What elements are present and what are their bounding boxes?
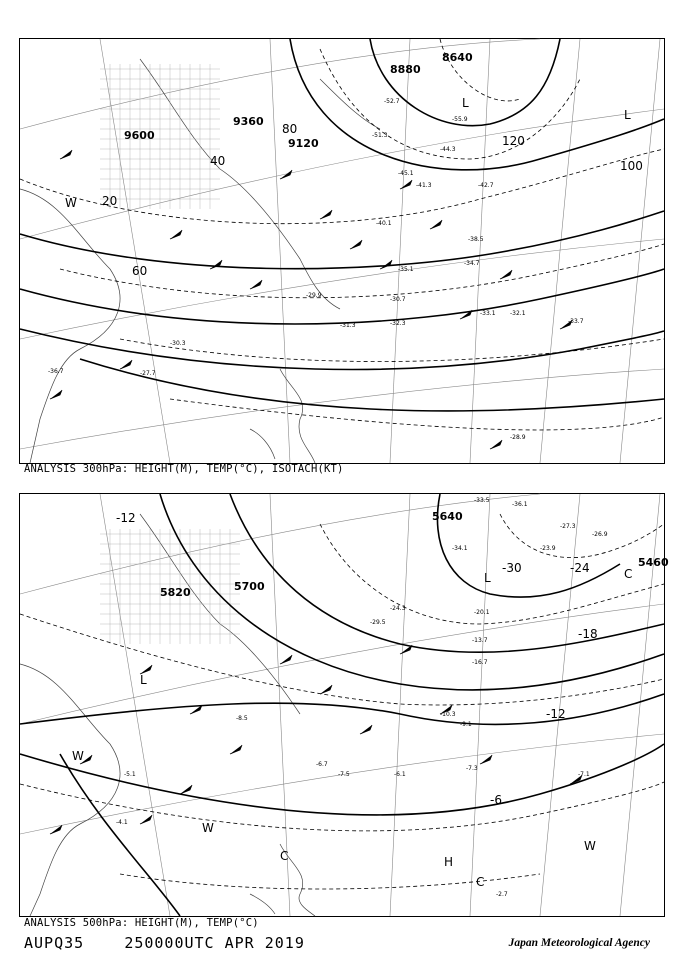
temp-value: -28.9 (510, 434, 526, 441)
analysis-500hpa-chart (19, 493, 669, 917)
temp-value: -7.3 (466, 765, 478, 772)
temp-value: -42.7 (478, 182, 494, 189)
isotach-label: 80 (282, 122, 298, 136)
temp-value: -4.1 (116, 819, 128, 826)
temp-value: -29.5 (370, 619, 386, 626)
caption-300hpa: ANALYSIS 300hPa: HEIGHT(M), TEMP(°C), ISOTACH(KT) (24, 463, 344, 475)
isotach-label: 100 (620, 159, 643, 173)
temp-value: -16.7 (472, 659, 488, 666)
temp-value: -33.7 (568, 318, 584, 325)
map-300hpa-svg (20, 39, 664, 463)
isotherm-label: -30 (502, 561, 522, 575)
temp-value: -24.3 (390, 605, 406, 612)
isotherm-label: -12 (546, 707, 566, 721)
cold-center: C (280, 849, 289, 863)
temp-value: -40.1 (376, 220, 392, 227)
height-label: 5460 (638, 556, 669, 569)
height-contours (20, 39, 664, 411)
isotach-label: 20 (102, 194, 118, 208)
temp-value: -5.1 (124, 771, 136, 778)
isotherm-label: -6 (490, 793, 502, 807)
height-label: 5640 (432, 510, 463, 523)
temp-value: -7.1 (578, 771, 590, 778)
temp-value: -34.7 (464, 260, 480, 267)
warm-center: W (202, 821, 214, 835)
height-label: 8640 (442, 51, 473, 64)
warm-center: W (65, 196, 77, 210)
temp-value: -36.7 (48, 368, 64, 375)
temp-value: -31.3 (340, 322, 356, 329)
analysis-hatch (100, 64, 220, 209)
caption-500hpa: ANALYSIS 500hPa: HEIGHT(M), TEMP(°C) (24, 917, 259, 929)
temp-value: -23.9 (540, 545, 556, 552)
isotach-label: 60 (132, 264, 148, 278)
warm-center: W (584, 839, 596, 853)
isotherm-isotach-lines (20, 39, 664, 430)
temp-value: -9.1 (460, 721, 472, 728)
temp-value: -35.1 (398, 266, 414, 273)
bulletin-header (24, 934, 305, 952)
temp-value: -30.7 (390, 296, 406, 303)
warm-center: W (72, 749, 84, 763)
valid-time: 250000UTC APR 2019 (124, 934, 305, 952)
height-label: 9120 (288, 137, 319, 150)
isotherm-label: -12 (116, 511, 136, 525)
temp-value: -45.1 (398, 170, 414, 177)
temp-value: -27.7 (140, 370, 156, 377)
temp-value: -20.1 (474, 609, 490, 616)
temp-value: -30.3 (170, 340, 186, 347)
temp-value: -32.3 (390, 320, 406, 327)
cold-center: C (476, 875, 485, 889)
height-label: 5700 (234, 580, 265, 593)
low-center: L (624, 108, 631, 122)
high-center: H (444, 855, 454, 869)
temp-value: -44.3 (440, 146, 456, 153)
temp-value: -38.5 (468, 236, 484, 243)
temp-value: -51.3 (372, 132, 388, 139)
temp-value: -36.1 (512, 501, 528, 508)
low-center: L (140, 673, 147, 687)
isotach-label: 40 (210, 154, 226, 168)
bulletin-id: AUPQ35 (24, 934, 85, 952)
temp-value: -52.7 (384, 98, 400, 105)
temp-value: -41.3 (416, 182, 432, 189)
low-center: L (462, 96, 469, 110)
temp-value: -29.9 (306, 292, 322, 299)
temp-value: -26.9 (592, 531, 608, 538)
analysis-300hpa-chart (19, 38, 665, 464)
temp-value: -13.7 (472, 637, 488, 644)
temp-value: -55.9 (452, 116, 468, 123)
cold-center: C (624, 567, 633, 581)
temp-value: -8.5 (236, 715, 248, 722)
temp-value: -34.1 (452, 545, 468, 552)
graticule (20, 39, 664, 463)
isotherm-label: -18 (578, 627, 598, 641)
coastline (20, 514, 315, 916)
map-500hpa-svg (20, 494, 669, 916)
height-label: 9360 (233, 115, 264, 128)
temp-value: -6.1 (394, 771, 406, 778)
isotherm-label: -24 (570, 561, 590, 575)
temp-value: -33.1 (480, 310, 496, 317)
temp-value: -33.5 (474, 497, 490, 504)
temp-value: -7.5 (338, 771, 350, 778)
agency-credit: Japan Meteorological Agency (508, 937, 650, 949)
temp-value: -10.3 (440, 711, 456, 718)
height-label: 9600 (124, 129, 155, 142)
temp-value: -27.3 (560, 523, 576, 530)
low-center: L (484, 571, 491, 585)
temp-value: -2.7 (496, 891, 508, 898)
temp-value: -32.1 (510, 310, 526, 317)
temp-value: -6.7 (316, 761, 328, 768)
isotach-label: 120 (502, 134, 525, 148)
height-label: 8880 (390, 63, 421, 76)
height-label: 5820 (160, 586, 191, 599)
